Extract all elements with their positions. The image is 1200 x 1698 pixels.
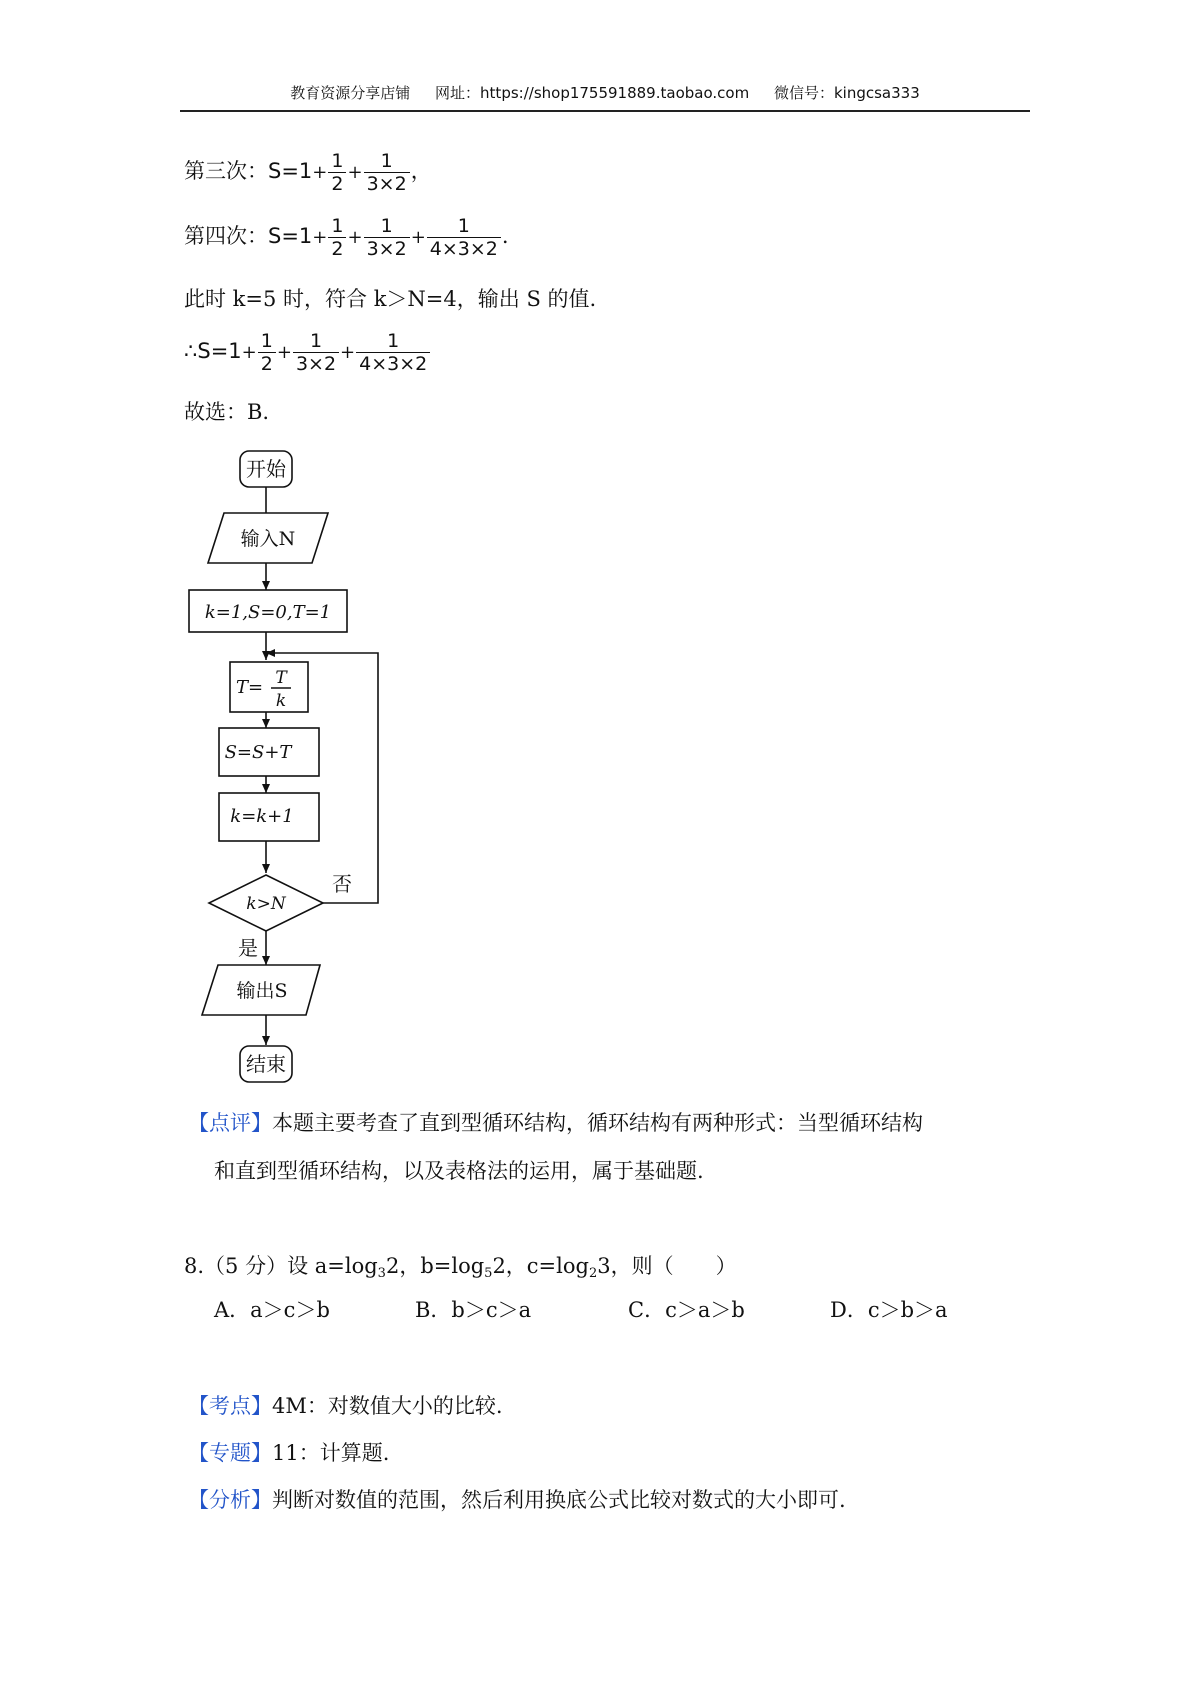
plus-sign: + bbox=[312, 227, 328, 248]
plus-sign: + bbox=[340, 342, 356, 363]
period: . bbox=[501, 224, 509, 248]
t-den-label: k bbox=[275, 691, 287, 711]
review-label: 【点评】 bbox=[188, 1111, 272, 1135]
frac-denominator: 3×2 bbox=[295, 353, 337, 375]
therefore-label: ∴S=1 bbox=[184, 339, 242, 363]
question-8 bbox=[184, 1250, 737, 1281]
plus-sign: + bbox=[276, 342, 292, 363]
header-shop: 教育资源分享店铺 bbox=[290, 84, 411, 102]
kaodian-line bbox=[188, 1390, 503, 1420]
frac-numerator: 1 bbox=[293, 330, 339, 353]
third-label: 第三次：S=1 bbox=[184, 159, 313, 183]
q-c-arg: 3，则（ ） bbox=[597, 1254, 737, 1278]
frac-numerator: 1 bbox=[258, 330, 276, 353]
frac-denominator: 4×3×2 bbox=[429, 238, 498, 260]
plus-sign: + bbox=[347, 162, 363, 183]
option-a[interactable]: A．a＞c＞b bbox=[214, 1298, 330, 1322]
kaodian-text: 4M：对数值大小的比较. bbox=[272, 1394, 503, 1418]
start-label: 开始 bbox=[246, 457, 286, 481]
frac-numerator: 1 bbox=[427, 215, 501, 238]
solution-k5: 此时 k=5 时，符合 k＞N=4，输出 S 的值. bbox=[184, 287, 597, 311]
yes-label: 是 bbox=[238, 936, 258, 960]
review-text-1: 本题主要考查了直到型循环结构，循环结构有两种形式：当型循环结构 bbox=[272, 1111, 923, 1135]
header-wechat-label: 微信号： bbox=[773, 84, 834, 102]
plus-sign: + bbox=[241, 342, 257, 363]
frac-numerator: 1 bbox=[328, 215, 346, 238]
output-label: 输出S bbox=[236, 980, 288, 1002]
zhuanti-text: 11：计算题. bbox=[272, 1441, 390, 1465]
fenxi-text: 判断对数值的范围，然后利用换底公式比较对数式的大小即可. bbox=[272, 1488, 846, 1512]
zhuanti-label: 【专题】 bbox=[188, 1441, 272, 1465]
header-url-value[interactable]: https://shop175591889.taobao.com bbox=[480, 84, 750, 102]
header-url-label: 网址： bbox=[435, 84, 481, 102]
frac-denominator: 2 bbox=[260, 353, 273, 375]
kaodian-label: 【考点】 bbox=[188, 1394, 272, 1418]
header-wechat-value: kingcsa333 bbox=[833, 84, 920, 102]
condition-label: k>N bbox=[246, 894, 286, 914]
comma: ， bbox=[410, 159, 432, 183]
frac-numerator: 1 bbox=[328, 150, 346, 173]
frac-denominator: 4×3×2 bbox=[359, 353, 428, 375]
q-a-arg: 2，b=log bbox=[385, 1254, 485, 1278]
frac-numerator: 1 bbox=[364, 215, 410, 238]
init-label: k=1,S=0,T=1 bbox=[204, 602, 332, 623]
plus-sign: + bbox=[312, 162, 328, 183]
frac-numerator: 1 bbox=[364, 150, 410, 173]
frac-denominator: 2 bbox=[331, 238, 344, 260]
b-base: 5 bbox=[484, 1266, 493, 1281]
zhuanti-line bbox=[188, 1437, 389, 1467]
k-update-label: k=k+1 bbox=[230, 806, 294, 827]
fourth-label: 第四次：S=1 bbox=[184, 224, 313, 248]
no-label: 否 bbox=[332, 872, 352, 896]
review-line-1 bbox=[188, 1107, 923, 1137]
frac-numerator: 1 bbox=[356, 330, 430, 353]
frac-denominator: 3×2 bbox=[366, 173, 407, 195]
q-b-arg: 2，c=log bbox=[492, 1254, 589, 1278]
plus-sign: + bbox=[347, 227, 363, 248]
t-lhs-label: T= bbox=[236, 677, 264, 698]
input-label: 输入N bbox=[240, 528, 296, 550]
option-d[interactable]: D．c＞b＞a bbox=[830, 1298, 948, 1322]
end-label: 结束 bbox=[246, 1052, 286, 1076]
option-c[interactable]: C．c＞a＞b bbox=[628, 1298, 745, 1322]
q-prefix: 8.（5 分）设 a=log bbox=[184, 1254, 378, 1278]
a-base: 3 bbox=[377, 1266, 386, 1281]
t-num-label: T bbox=[275, 668, 287, 688]
frac-denominator: 3×2 bbox=[366, 238, 407, 260]
s-update-label: S=S+T bbox=[224, 742, 292, 763]
plus-sign: + bbox=[410, 227, 426, 248]
fenxi-label: 【分析】 bbox=[188, 1488, 272, 1512]
fenxi-line bbox=[188, 1484, 846, 1514]
review-line-2: 和直到型循环结构，以及表格法的运用，属于基础题. bbox=[214, 1159, 704, 1183]
frac-denominator: 2 bbox=[331, 173, 344, 195]
c-base: 2 bbox=[588, 1266, 598, 1281]
solution-choose: 故选：B. bbox=[184, 400, 270, 424]
option-b[interactable]: B．b＞c＞a bbox=[415, 1298, 532, 1322]
